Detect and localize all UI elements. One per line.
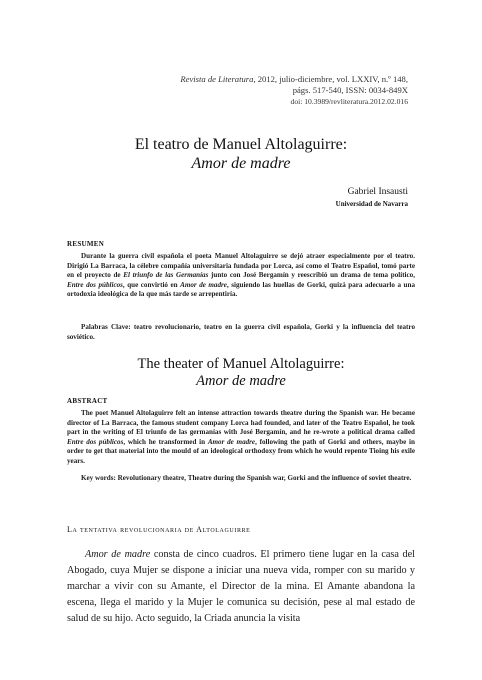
title-spanish [0,135,482,173]
abstract-text-b: , which he transformed in [123,437,208,446]
resumen-heading: RESUMEN [67,240,105,248]
abstract-italic-1: Entre dos públicos [67,437,124,446]
abstract-text-a: The poet Manuel Altolaguirre felt an intense attraction towards theatre during the Spanish war. He became director of La Barraca, the famous student company Lorca had founded, and later of the Teatro Español, he took part in the writing of El triunfo de las germanías with José Bergamín, and he re-wrote a political drama called [67,409,415,437]
body-paragraph [67,547,415,627]
title-spanish-main: El teatro de Manuel Altolaguirre: [134,136,348,153]
body-text: consta de cinco cuadros. El primero tiene lugar en la casa del Abogado, cuya Mujer se dispone a iniciar una nueva vida, romper con su marido y marchar a vivir con su Amante, el Director de la mina. El Amante abandona la escena, llega el marido y la Mujer le comunica su decisión, pese al mal estado de salud de su hijo. Acto seguido, la Criada anuncia la visita [67,549,415,624]
title-english-main: The theater of Manuel Altolaguirre: [137,356,345,372]
resumen-paragraph [67,252,415,300]
author-block [336,186,408,210]
journal-citation [180,74,408,85]
resumen-text-b: junto con José Bergamín y reescribió un drama de tema político, [208,271,416,280]
abstract-keywords: Key words: Revolutionary theatre, Theatre during the Spanish war, Gorki and the influence of soviet theatre. [81,474,412,482]
resumen-keywords: Palabras Clave: teatro revolucionario, teatro en la guerra civil española, Gorki y la influencia del teatro soviético. [67,323,415,341]
journal-pages: págs. 517-540, ISSN: 0034-849X [292,85,408,95]
journal-header [180,74,408,107]
title-english [0,356,482,390]
journal-name: Revista de Literatura [180,74,254,84]
abstract-text-c: , following the path of Gorki and others, maybe in order to get that material into the mould of an ideological orthodoxy from which he would repente Tioing his exile years. [67,437,415,465]
author-name: Gabriel Insausti [347,187,408,197]
abstract-italic-2: Amor de madre [207,437,256,446]
abstract-heading: ABSTRACT [67,397,108,405]
body-italic-title: Amor de madre [85,549,151,560]
journal-issue: , 2012, julio-diciembre, vol. LXXIV, n.º 148, [253,74,408,84]
author-affiliation: Universidad de Navarra [335,200,408,208]
resumen-text-c: , que convirtió en [122,280,181,289]
resumen-italic-2: Entre dos públicos [67,280,123,289]
abstract-paragraph [67,409,415,467]
section-heading: La tentativa revolucionaria de Altolaguirre [67,525,251,534]
resumen-italic-3: Amor de madre [180,280,227,289]
resumen-text-d: , siguiendo las huellas de Gorki, quizá para adecuarlo a una ortodoxia ideológica de la que más tarde se arrepentiría. [67,280,415,299]
journal-doi: doi: 10.3989/revliteratura.2012.02.016 [290,97,408,106]
title-english-subtitle: Amor de madre [196,373,286,389]
resumen-italic-1: El triunfo de las Germanías [123,271,209,280]
resumen-text-a: Durante la guerra civil española el poeta Manuel Altolaguirre se dejó atraer especialmente por el teatro. Dirigió La Barraca, la célebre compañía universitaria fundada por Lorca, así como el Teatro Español, tomó parte en el proyecto de [67,252,415,280]
title-spanish-subtitle: Amor de madre [191,155,291,172]
